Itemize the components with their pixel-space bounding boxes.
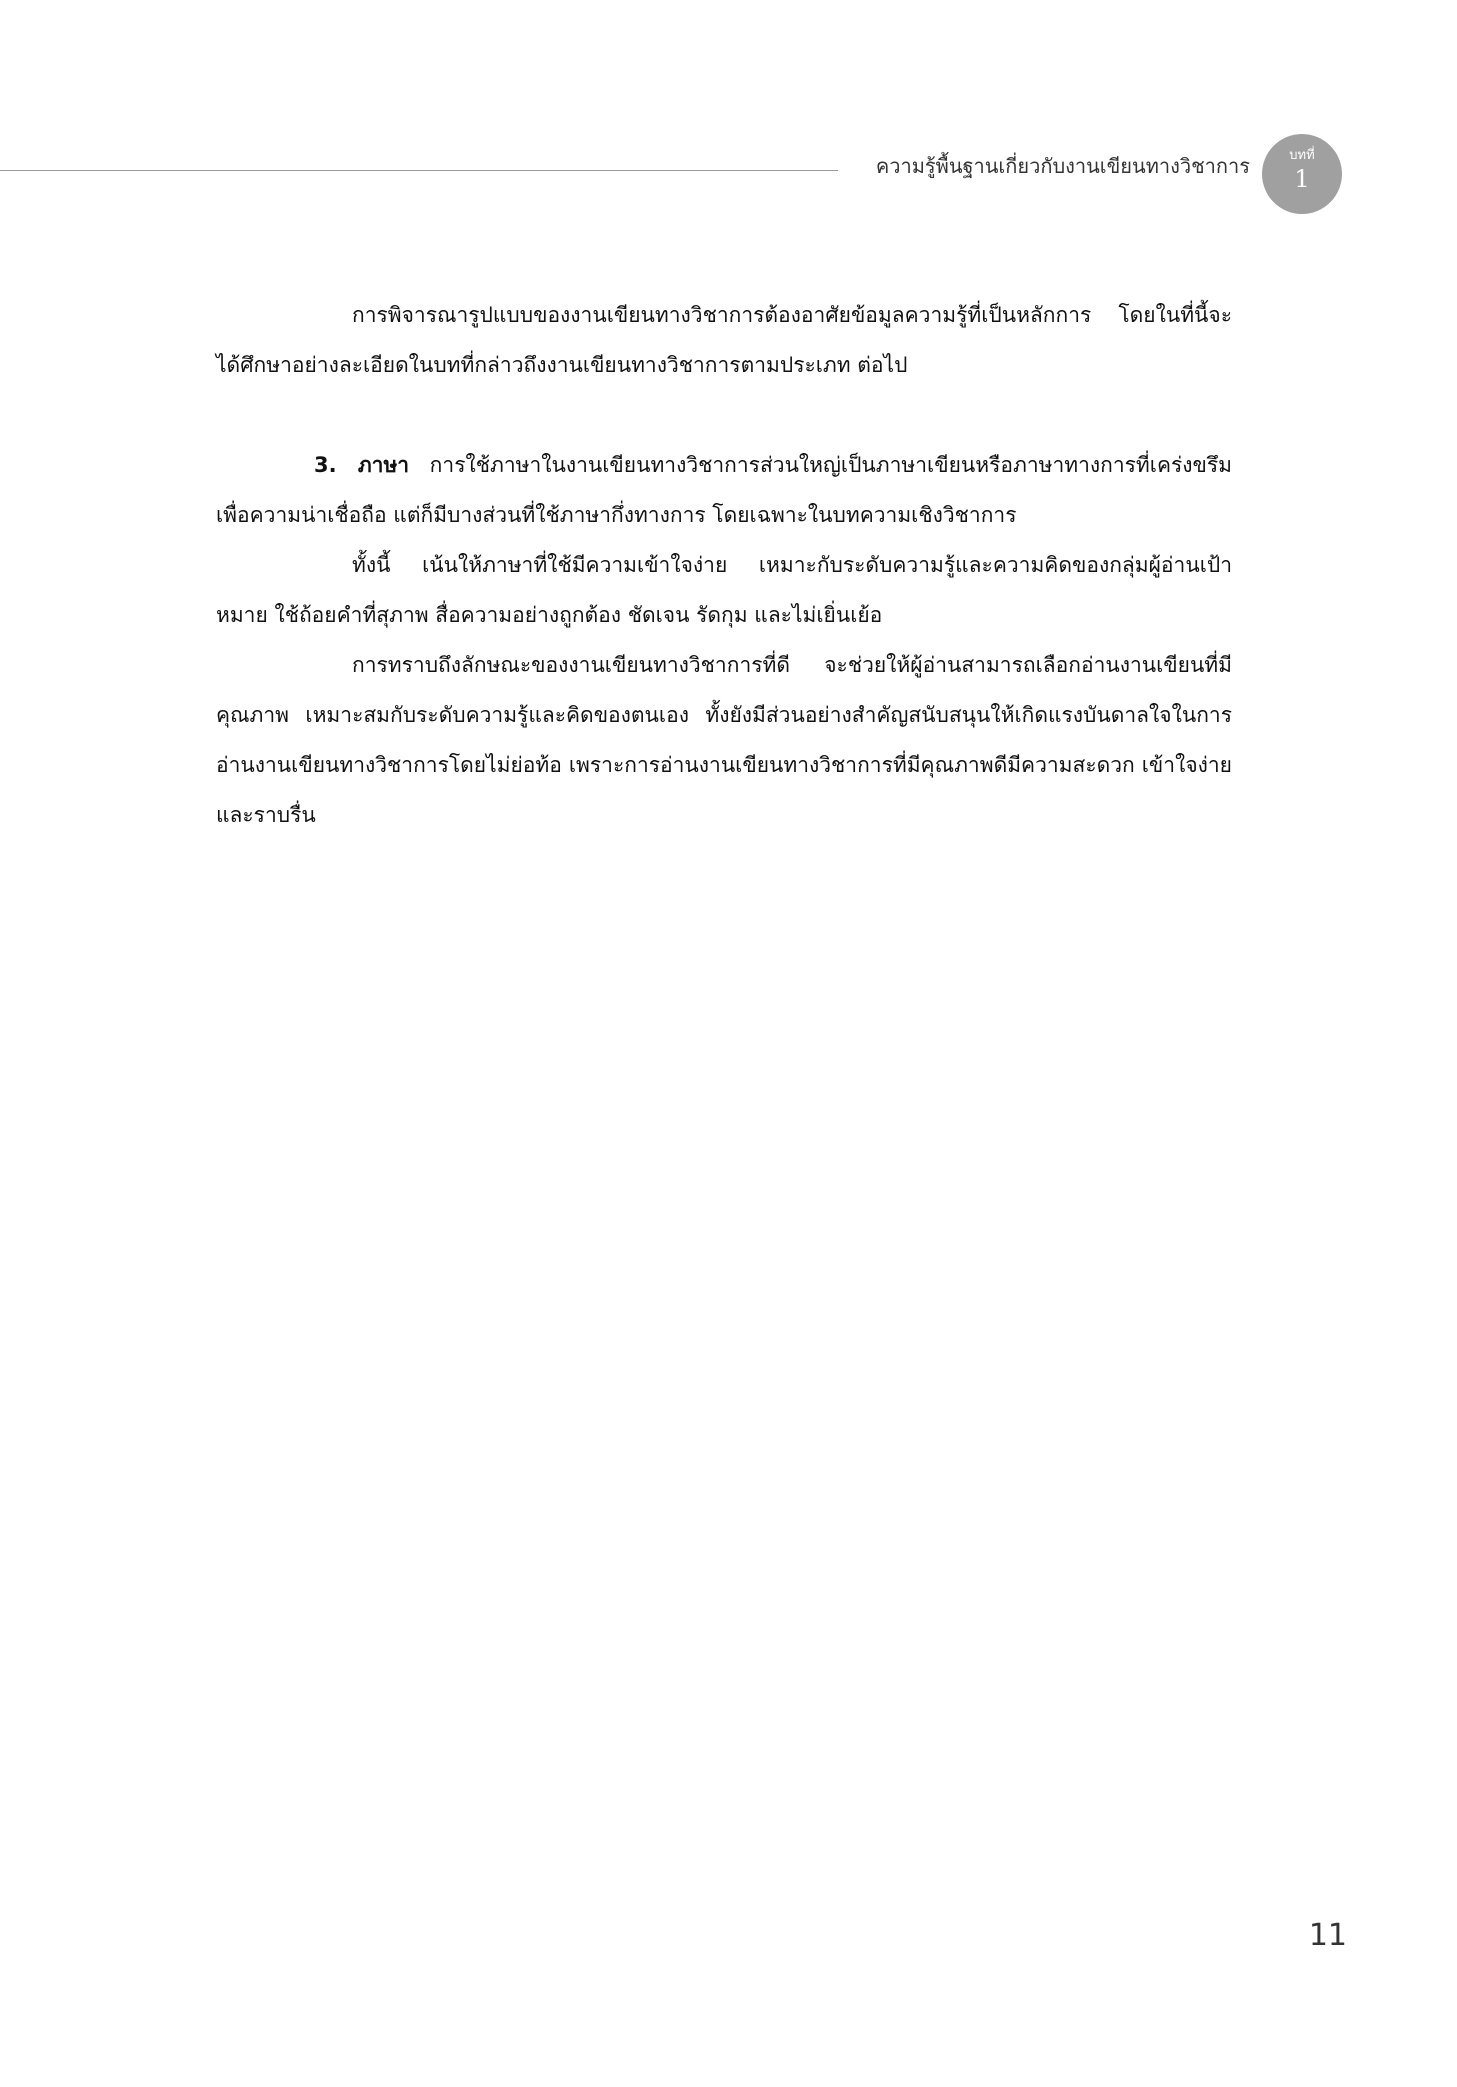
paragraph-language [216,440,1232,540]
paragraph-good-writing: การทราบถึงลักษณะของงานเขียนทางวิชาการที่ดี จะช่วยให้ผู้อ่านสามารถเลือกอ่านงานเขียนที่มีคุณภาพ เหมาะสมกับระดับความรู้และคิดของตนเอง ทั้งยังมีส่วนอย่างสำคัญสนับสนุนให้เกิดแรงบันดาลใจในการอ่านงานเขียนทางวิชาการโดยไม่ย่อท้อ เพราะการอ่านงานเขียนทางวิชาการที่มีคุณภาพดีมีความสะดวก เข้าใจง่าย และราบรื่น [216,653,1232,827]
header-rule [0,170,838,171]
section-label-language: 3. ภาษา [314,453,410,477]
chapter-number: 1 [1294,165,1310,193]
paragraph-language-text: การใช้ภาษาในงานเขียนทางวิชาการส่วนใหญ่เป็นภาษาเขียนหรือภาษาทางการที่เคร่งขรึม เพื่อความน่าเชื่อถือ แต่ก็มีบางส่วนที่ใช้ภาษากึ่งทางการ โดยเฉพาะในบทความเชิงวิชาการ [216,453,1232,527]
body-text [216,290,1232,840]
paragraph-language-style: ทั้งนี้ เน้นให้ภาษาที่ใช้มีความเข้าใจง่าย เหมาะกับระดับความรู้และความคิดของกลุ่มผู้อ่านเป้าหมาย ใช้ถ้อยคำที่สุภาพ สื่อความอย่างถูกต้อง ชัดเจน รัดกุม และไม่เยิ่นเย้อ [216,553,1232,627]
running-head-title: ความรู้พื้นฐานเกี่ยวกับงานเขียนทางวิชาการ [875,154,1250,178]
chapter-label: บทที่ [1289,148,1315,163]
page-number: 11 [1308,1918,1347,1953]
chapter-badge [1262,134,1342,214]
paragraph-format: การพิจารณารูปแบบของงานเขียนทางวิชาการต้องอาศัยข้อมูลความรู้ที่เป็นหลักการ โดยในที่นี้จะได้ศึกษาอย่างละเอียดในบทที่กล่าวถึงงานเขียนทางวิชาการตามประเภท ต่อไป [216,303,1232,377]
